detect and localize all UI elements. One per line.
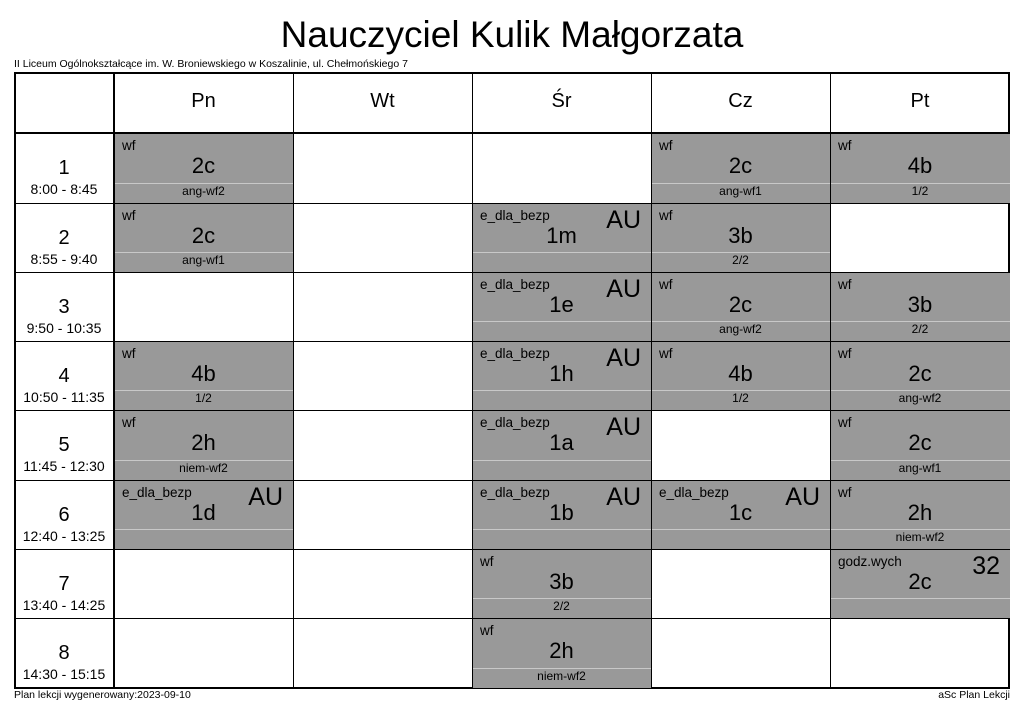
lesson-group: ang-wf2 — [182, 184, 225, 198]
period-number: 7 — [58, 573, 70, 595]
lesson-subject: wf — [659, 138, 673, 153]
column-divider — [293, 72, 294, 688]
lesson-room: AU — [606, 413, 641, 441]
row-divider — [14, 203, 1010, 204]
lesson-group: 1/2 — [911, 184, 929, 198]
lesson-subject: e_dla_bezp — [480, 208, 550, 223]
day-header: Pt — [910, 90, 930, 112]
lesson-subject: wf — [480, 554, 494, 569]
period-number: 8 — [58, 642, 70, 664]
period-time: 8:00 - 8:45 — [30, 181, 98, 197]
lesson-class: 1b — [549, 500, 574, 525]
lesson-group: niem-wf2 — [179, 461, 228, 475]
lesson-group: ang-wf2 — [719, 322, 762, 336]
period-time: 9:50 - 10:35 — [26, 320, 102, 336]
lesson-class: 1m — [546, 223, 577, 248]
period-time: 13:40 - 14:25 — [22, 597, 106, 613]
lesson-group: ang-wf1 — [898, 461, 942, 475]
lesson-subject: e_dla_bezp — [480, 415, 550, 430]
period-number: 2 — [58, 227, 70, 249]
lesson-class: 2h — [191, 430, 216, 455]
period-time: 10:50 - 11:35 — [23, 389, 105, 405]
lesson-subject: wf — [480, 623, 494, 638]
lesson-subject: wf — [838, 415, 852, 430]
lesson-class: 2c — [908, 430, 932, 455]
day-header: Cz — [728, 90, 753, 112]
lesson-group: ang-wf2 — [898, 391, 942, 405]
lesson-group: 2/2 — [911, 322, 929, 336]
lesson-group: 2/2 — [553, 599, 570, 613]
lesson-class: 2c — [191, 153, 216, 178]
lesson-subject: wf — [659, 277, 673, 292]
lesson-room: AU — [606, 275, 641, 303]
column-divider — [472, 72, 473, 688]
lesson-room: 32 — [972, 552, 1000, 580]
generated-date: Plan lekcji wygenerowany:2023-09-10 — [14, 689, 191, 701]
lesson-class: 1h — [549, 361, 574, 386]
lesson-subject: wf — [838, 138, 852, 153]
column-divider — [651, 72, 652, 688]
column-divider — [113, 72, 115, 688]
software-credit: aSc Plan Lekcji — [938, 689, 1010, 701]
lesson-class: 1d — [191, 500, 216, 525]
lesson-group: 2/2 — [732, 253, 749, 267]
row-divider — [14, 480, 1010, 481]
lesson-subject: e_dla_bezp — [480, 277, 550, 292]
period-time: 8:55 - 9:40 — [30, 251, 98, 267]
lesson-class: 1c — [728, 500, 753, 525]
lesson-class: 3b — [549, 569, 574, 594]
lesson-subject: wf — [659, 208, 673, 223]
lesson-class: 1a — [549, 430, 574, 455]
day-header: Śr — [551, 90, 572, 112]
row-divider — [14, 132, 1010, 134]
lesson-class: 3b — [907, 292, 933, 317]
row-divider — [14, 410, 1010, 411]
lesson-group-divider — [472, 390, 651, 391]
lesson-group-divider — [114, 529, 293, 530]
period-number: 6 — [58, 504, 70, 526]
page-title: Nauczyciel Kulik Małgorzata — [280, 14, 744, 55]
lesson-group: niem-wf2 — [895, 530, 945, 544]
lesson-group-divider — [472, 321, 651, 322]
school-name: II Liceum Ogólnokształcące im. W. Broniewskiego w Koszalinie, ul. Chełmońskiego 7 — [14, 58, 408, 70]
lesson-group: ang-wf1 — [182, 253, 225, 267]
lesson-room: AU — [606, 483, 641, 511]
lesson-subject: wf — [838, 277, 852, 292]
lesson-group-divider — [651, 529, 830, 530]
lesson-group-divider — [472, 252, 651, 253]
lesson-subject: wf — [838, 346, 852, 361]
lesson-class: 4b — [191, 361, 216, 386]
day-header: Pn — [191, 90, 216, 112]
lesson-subject: godz.wych — [838, 554, 902, 569]
lesson-subject: e_dla_bezp — [122, 485, 192, 500]
lesson-class: 2c — [908, 361, 932, 386]
timetable-grid — [14, 72, 1010, 689]
lesson-class: 1e — [549, 292, 574, 317]
lesson-room: AU — [606, 344, 641, 372]
lesson-group-divider — [830, 598, 1010, 599]
lesson-room: AU — [606, 206, 641, 234]
lesson-subject: wf — [122, 346, 136, 361]
lesson-subject: wf — [838, 485, 852, 500]
lesson-subject: wf — [122, 208, 136, 223]
row-divider — [14, 341, 1010, 342]
period-time: 12:40 - 13:25 — [22, 528, 106, 544]
period-time: 14:30 - 15:15 — [22, 666, 106, 682]
lesson-group-divider — [472, 460, 651, 461]
period-number: 1 — [58, 157, 70, 179]
lesson-subject: wf — [659, 346, 673, 361]
lesson-group: ang-wf1 — [719, 184, 762, 198]
lesson-room: AU — [248, 483, 283, 511]
lesson-group: 1/2 — [732, 391, 749, 405]
row-divider — [14, 549, 1010, 550]
day-header: Wt — [370, 90, 395, 112]
column-divider — [830, 72, 831, 688]
lesson-class: 4b — [907, 153, 933, 178]
lesson-subject: e_dla_bezp — [480, 346, 550, 361]
lesson-class: 4b — [728, 361, 753, 386]
lesson-subject: wf — [122, 415, 136, 430]
lesson-group: 1/2 — [195, 391, 212, 405]
lesson-class: 2c — [728, 292, 753, 317]
lesson-class: 2c — [728, 153, 753, 178]
lesson-class: 3b — [728, 223, 753, 248]
lesson-class: 2h — [549, 638, 574, 663]
period-number: 4 — [58, 365, 70, 387]
lesson-class: 2c — [191, 223, 216, 248]
period-number: 3 — [58, 296, 70, 318]
period-time: 11:45 - 12:30 — [23, 458, 105, 474]
row-divider — [14, 618, 1010, 619]
lesson-subject: e_dla_bezp — [659, 485, 729, 500]
period-number: 5 — [58, 434, 70, 456]
lesson-class: 2h — [907, 500, 933, 525]
row-divider — [14, 272, 1010, 273]
lesson-subject: e_dla_bezp — [480, 485, 550, 500]
lesson-group: niem-wf2 — [537, 669, 586, 683]
lesson-subject: wf — [122, 138, 136, 153]
lesson-group-divider — [472, 529, 651, 530]
lesson-room: AU — [785, 483, 820, 511]
lesson-class: 2c — [908, 569, 932, 594]
